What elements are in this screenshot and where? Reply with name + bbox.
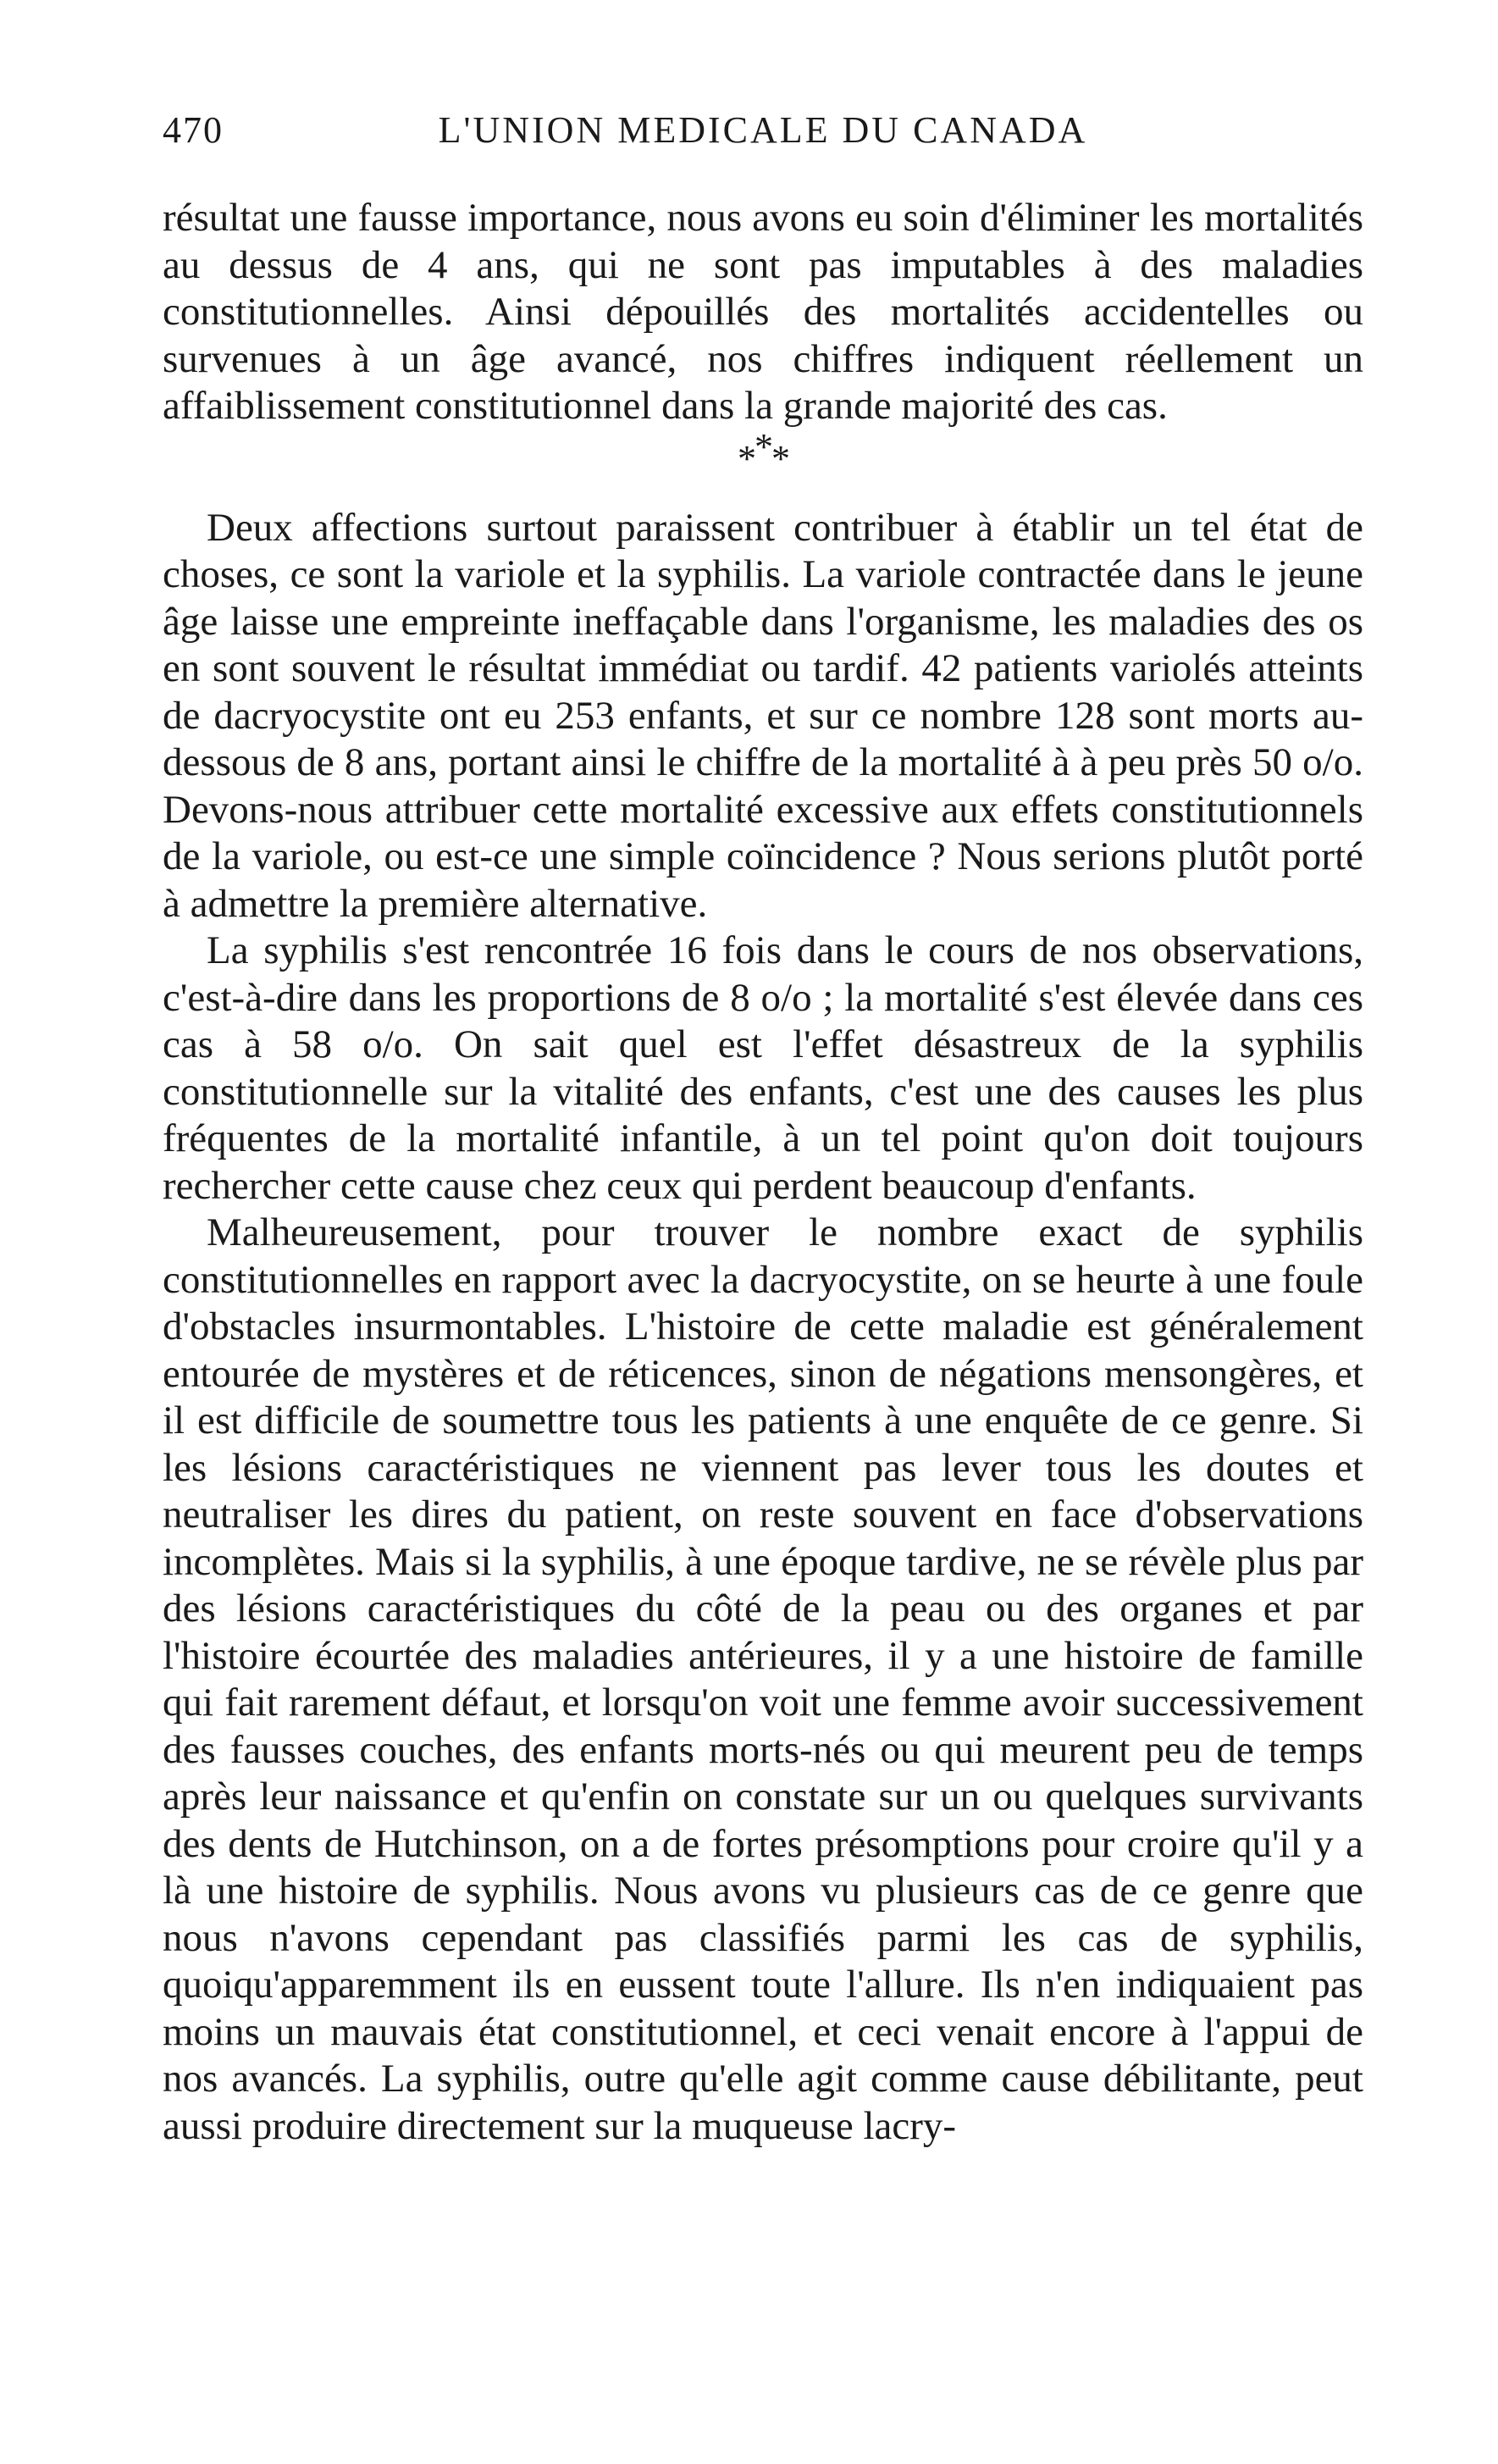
paragraph-continuation: résultat une fausse importance, nous avons eu soin d'éliminer les mortalités au dessus de 4 ans, qui ne sont pas imputables à des maladies constitutionnelles. Ainsi dépouillés des mortalités accidentelles ou survenues à un âge avancé, nos chiffres indiquent réellement un affaiblissement constitutionnel dans la grande majorité des cas. xyxy=(163,196,1363,428)
asterism-star: * xyxy=(755,425,771,468)
paragraph-variole: Deux affections surtout paraissent contribuer à établir un tel état de choses, ce sont la variole et la syphilis. La variole contractée dans le jeune âge laisse une empreinte ineffaçable dans l'organisme, les maladies des os en sont souvent le résultat immédiat ou tardif. 42 patients variolés atteints de dacryocystite ont eu 253 enfants, et sur ce nombre 128 sont morts au-dessous de 8 ans, portant ainsi le chiffre de la mortalité à à peu près 50 o/o. Devons-nous attribuer cette mortalité excessive aux effets constitutionnels de la variole, ou est-ce une simple coïncidence ? Nous serions plutôt porté à admettre la première alternative. xyxy=(163,505,1363,926)
running-head xyxy=(163,108,1363,159)
asterism-star: * xyxy=(771,437,788,479)
body-text xyxy=(163,195,1363,2150)
asterism-star: * xyxy=(738,437,755,479)
asterism-separator xyxy=(163,425,1363,479)
paragraph-malheureusement: Malheureusement, pour trouver le nombre exact de syphilis constitutionnelles en rapport avec la dacryocystite, on se heurte à une foule d'obstacles insurmontables. L'histoire de cette maladie est généralement entourée de mystères et de réticences, sinon de négations mensongères, et il est difficile de soumettre tous les patients à une enquête de ce genre. Si les lésions caractéristiques ne viennent pas lever tous les doutes et neutraliser les dires du patient, on reste souvent en face d'observations incomplètes. Mais si la syphilis, à une époque tardive, ne se révèle plus par des lésions caractéristiques du côté de la peau ou des organes et par l'histoire écourtée des maladies antérieures, il y a une histoire de famille qui fait rarement défaut, et lorsqu'on voit une femme avoir successivement des fausses couches, des enfants morts-nés ou qui meurent peu de temps après leur naissance et qu'enfin on constate sur un ou quelques survivants des dents de Hutchinson, on a de fortes présomptions pour croire qu'il y a là une histoire de syphilis. Nous avons vu plusieurs cas de ce genre que nous n'avons cependant pas classifiés parmi les cas de syphilis, quoiqu'apparemment ils en eussent toute l'allure. Ils n'en indiquaient pas moins un mauvais état constitutionnel, et ceci venait encore à l'appui de nos avancés. La syphilis, outre qu'elle agit comme cause débilitante, peut aussi produire directement sur la muqueuse lacry- xyxy=(163,1210,1363,2148)
paragraph-syphilis: La syphilis s'est rencontrée 16 fois dans le cours de nos observations, c'est-à-dire dans les proportions de 8 o/o ; la mortalité s'est élevée dans ces cas à 58 o/o. On sait quel est l'effet désastreux de la syphilis constitutionnelle sur la vitalité des enfants, c'est une des causes les plus fréquentes de la mortalité infantile, à un tel point qu'on doit toujours rechercher cette cause chez ceux qui perdent beaucoup d'enfants. xyxy=(163,928,1363,1208)
journal-title: L'UNION MEDICALE DU CANADA xyxy=(438,109,1088,151)
page-number: 470 xyxy=(163,109,224,151)
